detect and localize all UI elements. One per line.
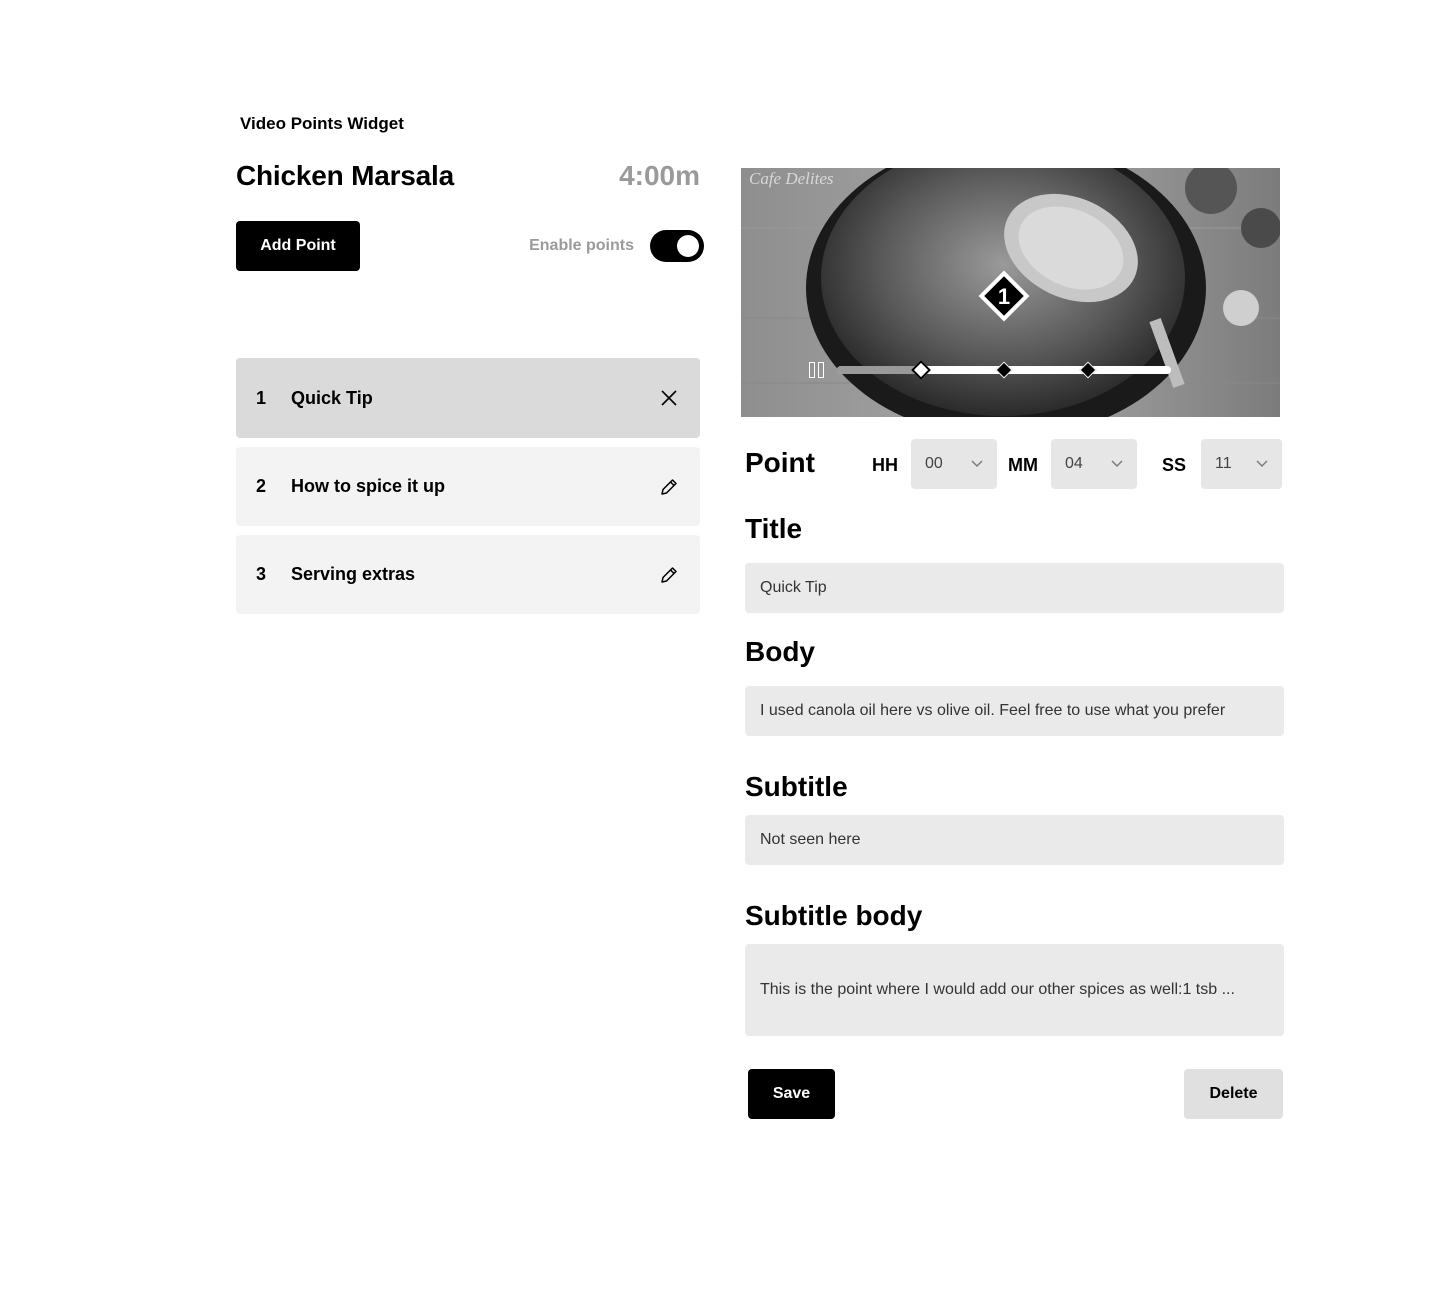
enable-points-toggle[interactable] <box>650 230 704 262</box>
widget-title: Video Points Widget <box>240 114 404 133</box>
hours-label: HH <box>872 455 898 475</box>
subtitle-label: Subtitle <box>745 771 848 802</box>
point-item-1[interactable] <box>236 358 700 438</box>
toggle-knob <box>677 235 699 257</box>
hours-value: 00 <box>925 455 943 472</box>
body-label: Body <box>745 636 815 667</box>
title-label: Title <box>745 513 803 544</box>
subtitle-body-label: Subtitle body <box>745 900 923 931</box>
current-point-number: 1 <box>997 284 1011 309</box>
video-scrubber[interactable] <box>837 366 1171 374</box>
body-input[interactable] <box>745 686 1284 736</box>
pencil-icon[interactable] <box>656 562 682 588</box>
subtitle-input[interactable] <box>745 815 1284 865</box>
delete-button[interactable]: Delete <box>1184 1069 1283 1119</box>
point-label: Serving extras <box>291 564 416 584</box>
add-point-button[interactable]: Add Point <box>236 221 360 271</box>
point-item-3[interactable] <box>236 535 700 614</box>
enable-points-label: Enable points <box>529 237 634 254</box>
pause-bar <box>818 362 824 378</box>
minutes-label: MM <box>1008 455 1038 475</box>
pause-bar <box>809 362 815 378</box>
seconds-value: 11 <box>1215 455 1232 472</box>
point-label: How to spice it up <box>291 476 446 496</box>
point-number: 3 <box>256 564 267 584</box>
chevron-down-icon <box>971 460 983 468</box>
chevron-down-icon <box>1256 460 1268 468</box>
point-label: Quick Tip <box>291 387 373 408</box>
video-player[interactable] <box>741 168 1280 417</box>
title-input[interactable] <box>745 563 1284 613</box>
point-number: 2 <box>256 476 267 496</box>
point-heading: Point <box>745 447 815 478</box>
pause-button[interactable] <box>807 360 827 380</box>
pencil-icon[interactable] <box>656 474 682 500</box>
current-point-marker <box>977 269 1031 323</box>
video-logo: Cafe Delites <box>749 169 834 188</box>
close-icon[interactable] <box>656 385 682 411</box>
chevron-down-icon <box>1111 460 1123 468</box>
scrubber-played <box>837 366 921 374</box>
minutes-select[interactable] <box>1051 439 1137 489</box>
point-number: 1 <box>256 387 267 408</box>
point-item-2[interactable] <box>236 447 700 526</box>
seconds-label: SS <box>1162 455 1187 475</box>
hours-select[interactable] <box>911 439 997 489</box>
save-button[interactable]: Save <box>748 1069 835 1119</box>
seconds-select[interactable] <box>1201 439 1282 489</box>
points-list <box>236 358 700 623</box>
video-duration: 4:00m <box>619 160 700 191</box>
subtitle-body-input[interactable] <box>745 944 1284 1036</box>
minutes-value: 04 <box>1065 455 1083 472</box>
recipe-title: Chicken Marsala <box>236 160 454 191</box>
